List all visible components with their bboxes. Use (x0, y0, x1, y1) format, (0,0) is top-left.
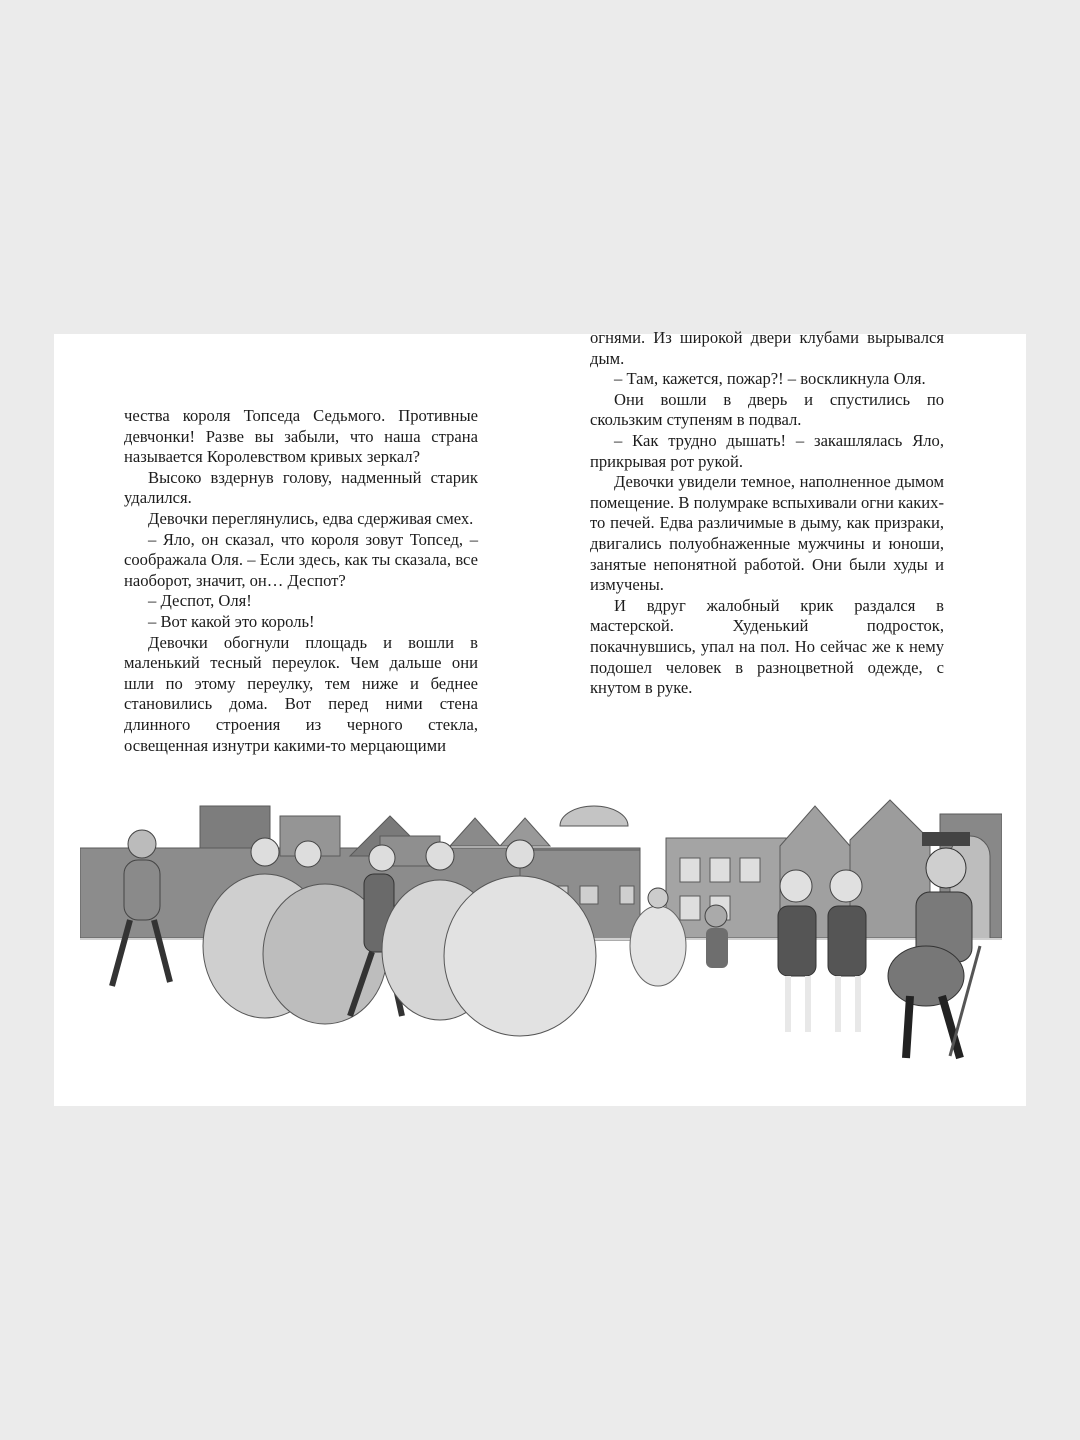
paragraph: – Вот какой это король! (148, 611, 315, 631)
paragraph: Девочки переглянулись, едва сдерживая смех. (148, 508, 474, 528)
paragraph: Девочки обогнули площадь и вошли в маленький тесный переулок. Чем дальше они шли по этому переулку, тем ниже и беднее становились дома. Вот перед ними стена длинного строения из черного стекла, освещенная изнутри какими-то мерцающими (124, 632, 478, 755)
paragraph: Высоко вздернув голову, надменный старик удалился. (124, 467, 478, 508)
paragraph: – Деспот, Оля! (148, 591, 252, 611)
paragraph: Они вошли в дверь и спустились по скользким ступеням в подвал. (590, 389, 944, 430)
paragraph: чества короля Топседа Седьмого. Противные девчонки! Разве вы забыли, что наша страна называется Королевством кривых зеркал? (124, 406, 478, 467)
paragraph: И вдруг жалобный крик раздался в мастерской. Худенький подросток, покачнувшись, упал на пол. Но сейчас же к нему подошел человек в разноцветной одежде, с кнутом в руке. (590, 595, 944, 698)
street-scene-illustration (80, 796, 1002, 1106)
paragraph: Девочки увидели темное, наполненное дымом помещение. В полумраке вспыхивали огни каких-то печей. Едва различимые в дыму, как призраки, двигались полуобнаженные мужчины и юноши, занятые непонятной работой. Они были худы и измучены. (590, 472, 944, 595)
book-spread (54, 328, 1026, 1106)
paragraph: – Там, кажется, пожар?! – воскликнула Оля. (614, 369, 926, 389)
right-page-text (590, 328, 944, 699)
paragraph: – Как трудно дышать! – закашлялась Яло, прикрывая рот рукой. (590, 430, 944, 471)
left-page-text (124, 406, 478, 756)
paragraph: огнями. Из широкой двери клубами вырывался дым. (590, 328, 944, 368)
paragraph: – Яло, он сказал, что короля зовут Топсед, – соображала Оля. – Если здесь, как ты сказала, все наоборот, значит, он… Деспот? (124, 529, 478, 590)
